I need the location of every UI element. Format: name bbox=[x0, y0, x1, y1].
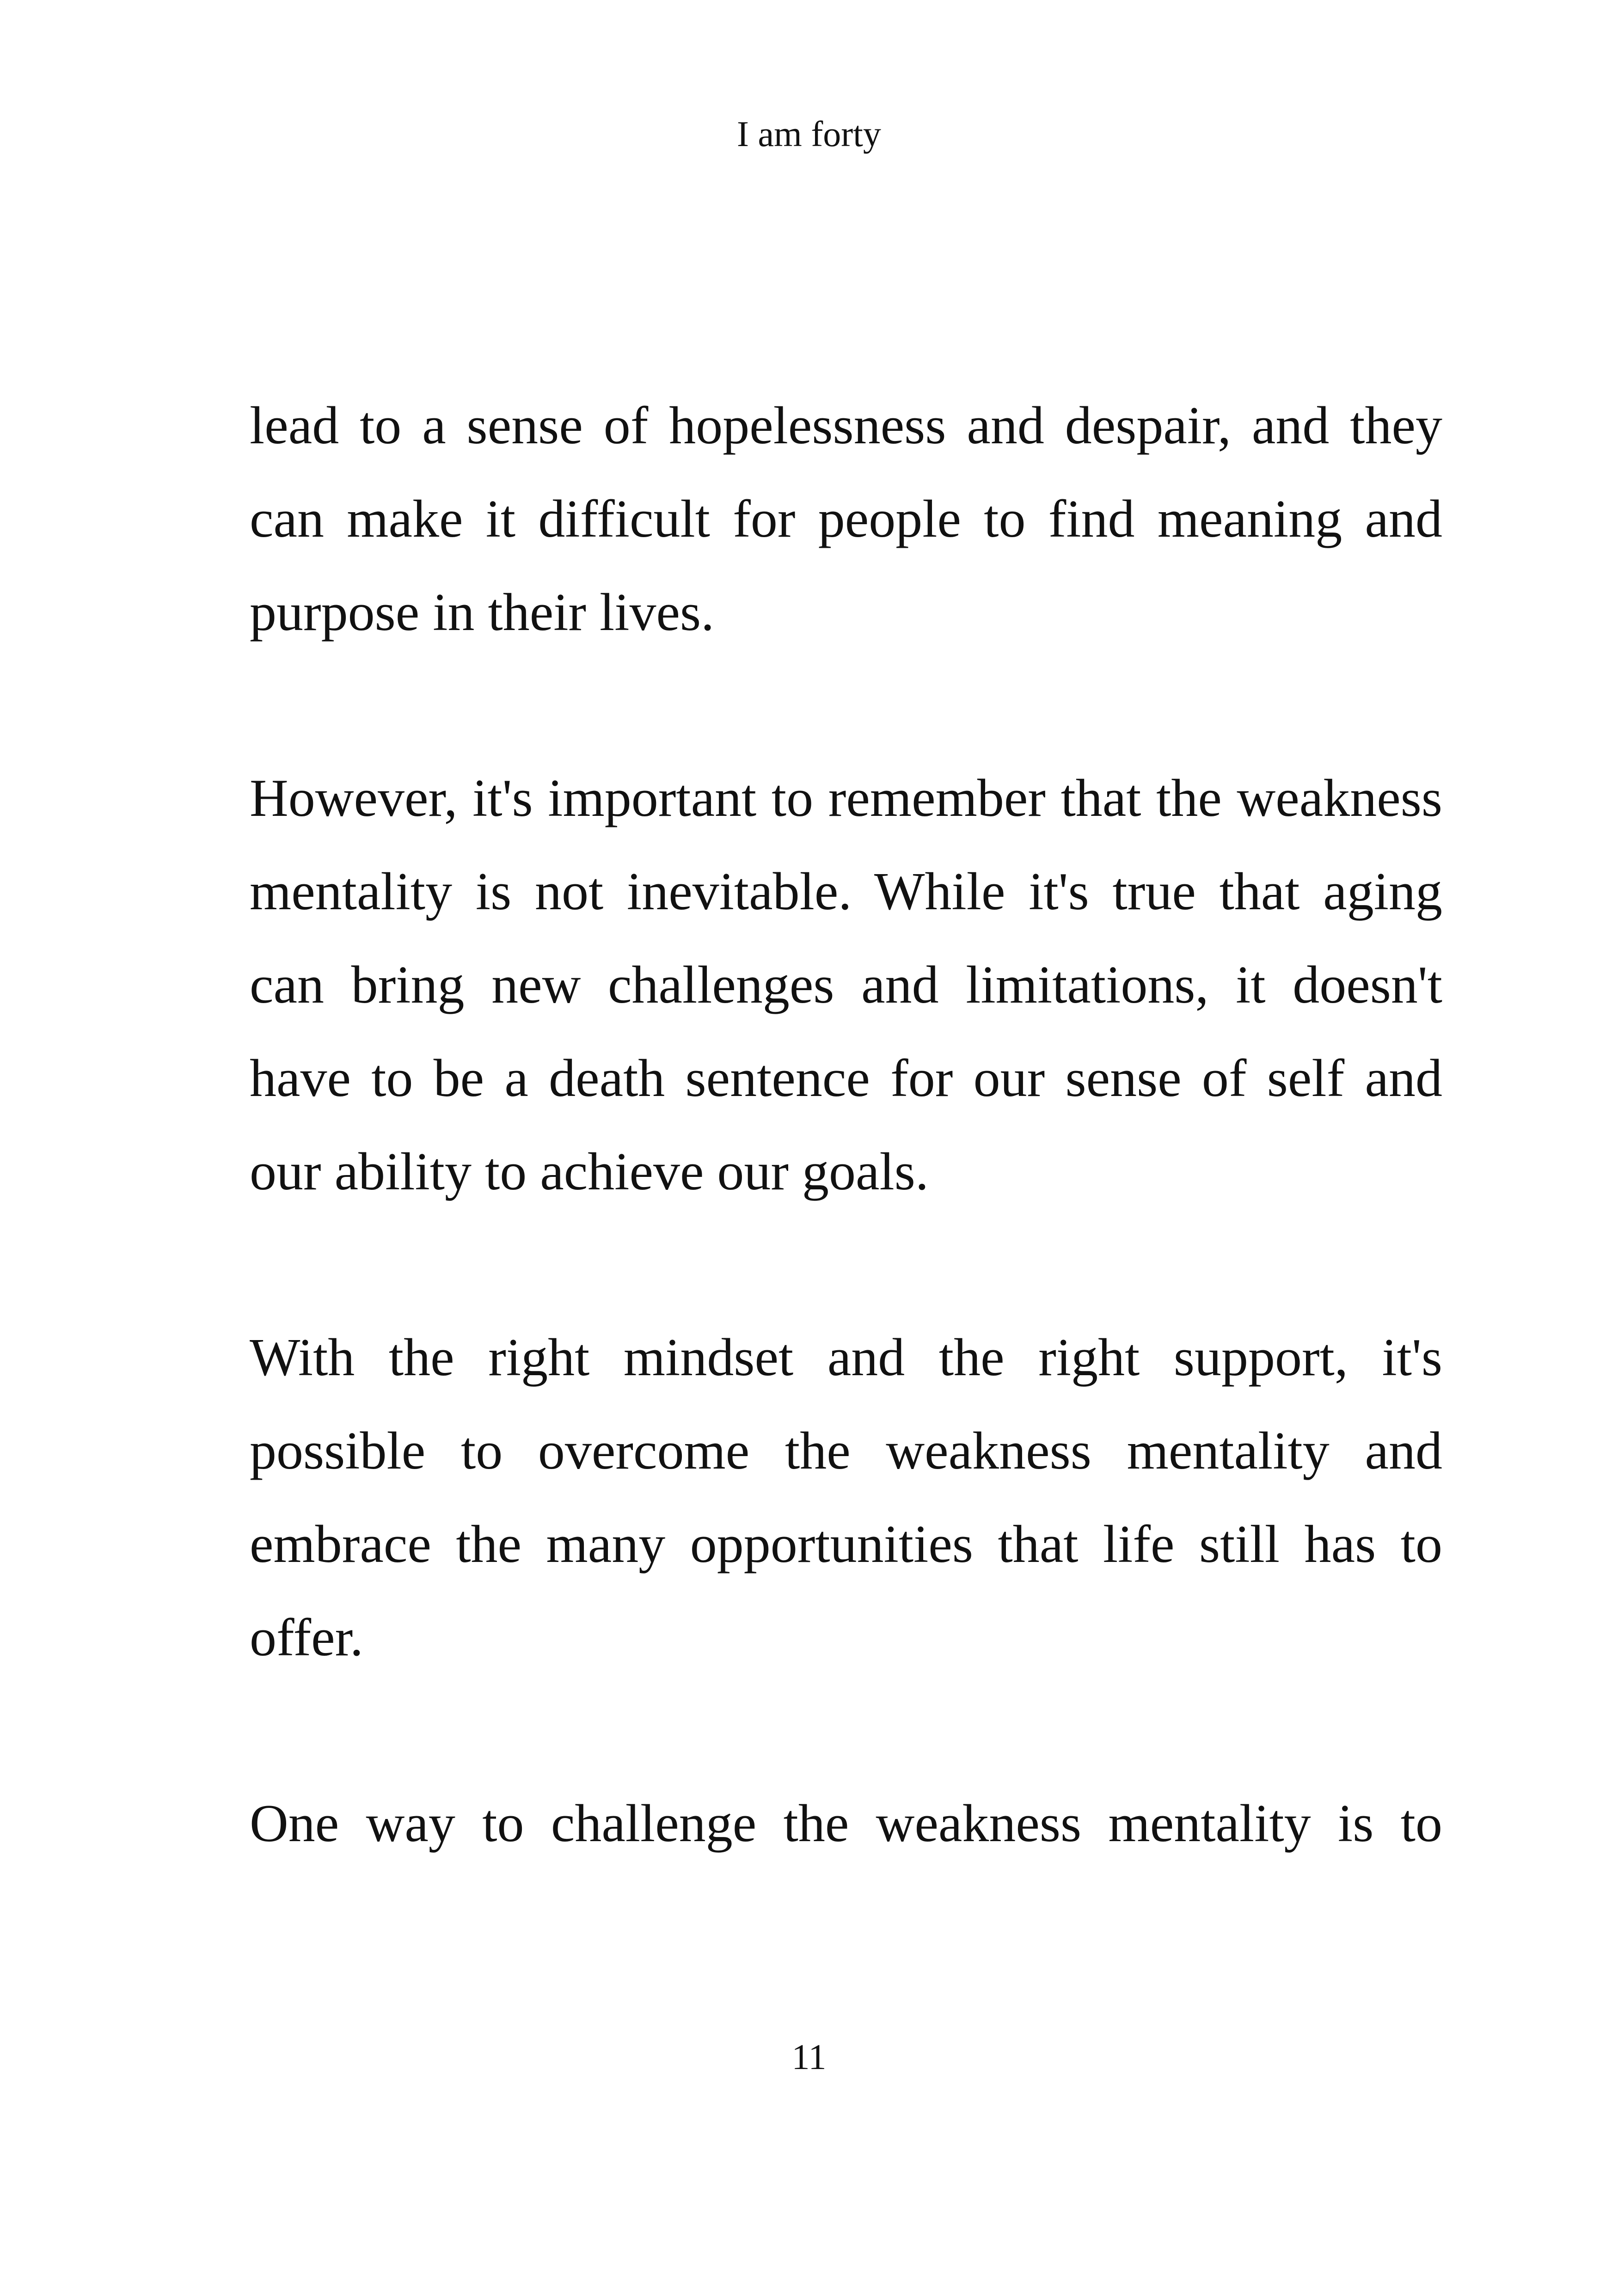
paragraph: However, it's important to remember that the weakness mentality is not inevitable. While it's true that aging can bring new challenges and limitations, it doesn't have to be a death sentence for our sense of self and our ability to achieve our goals. bbox=[250, 769, 1442, 1201]
paragraph: lead to a sense of hopelessness and despair, and they can make it difficult for people to find meaning and purpose in their lives. bbox=[250, 396, 1442, 642]
page-number: 11 bbox=[791, 2037, 827, 2077]
paragraph: With the right mindset and the right support, it's possible to overcome the weakness mentality and embrace the many opportunities that life still has to offer. bbox=[250, 1328, 1442, 1667]
body-text bbox=[250, 379, 1442, 1963]
paragraph-continued: One way to challenge the weakness mentality is to bbox=[250, 1794, 1442, 1853]
running-header: I am forty bbox=[737, 114, 881, 154]
